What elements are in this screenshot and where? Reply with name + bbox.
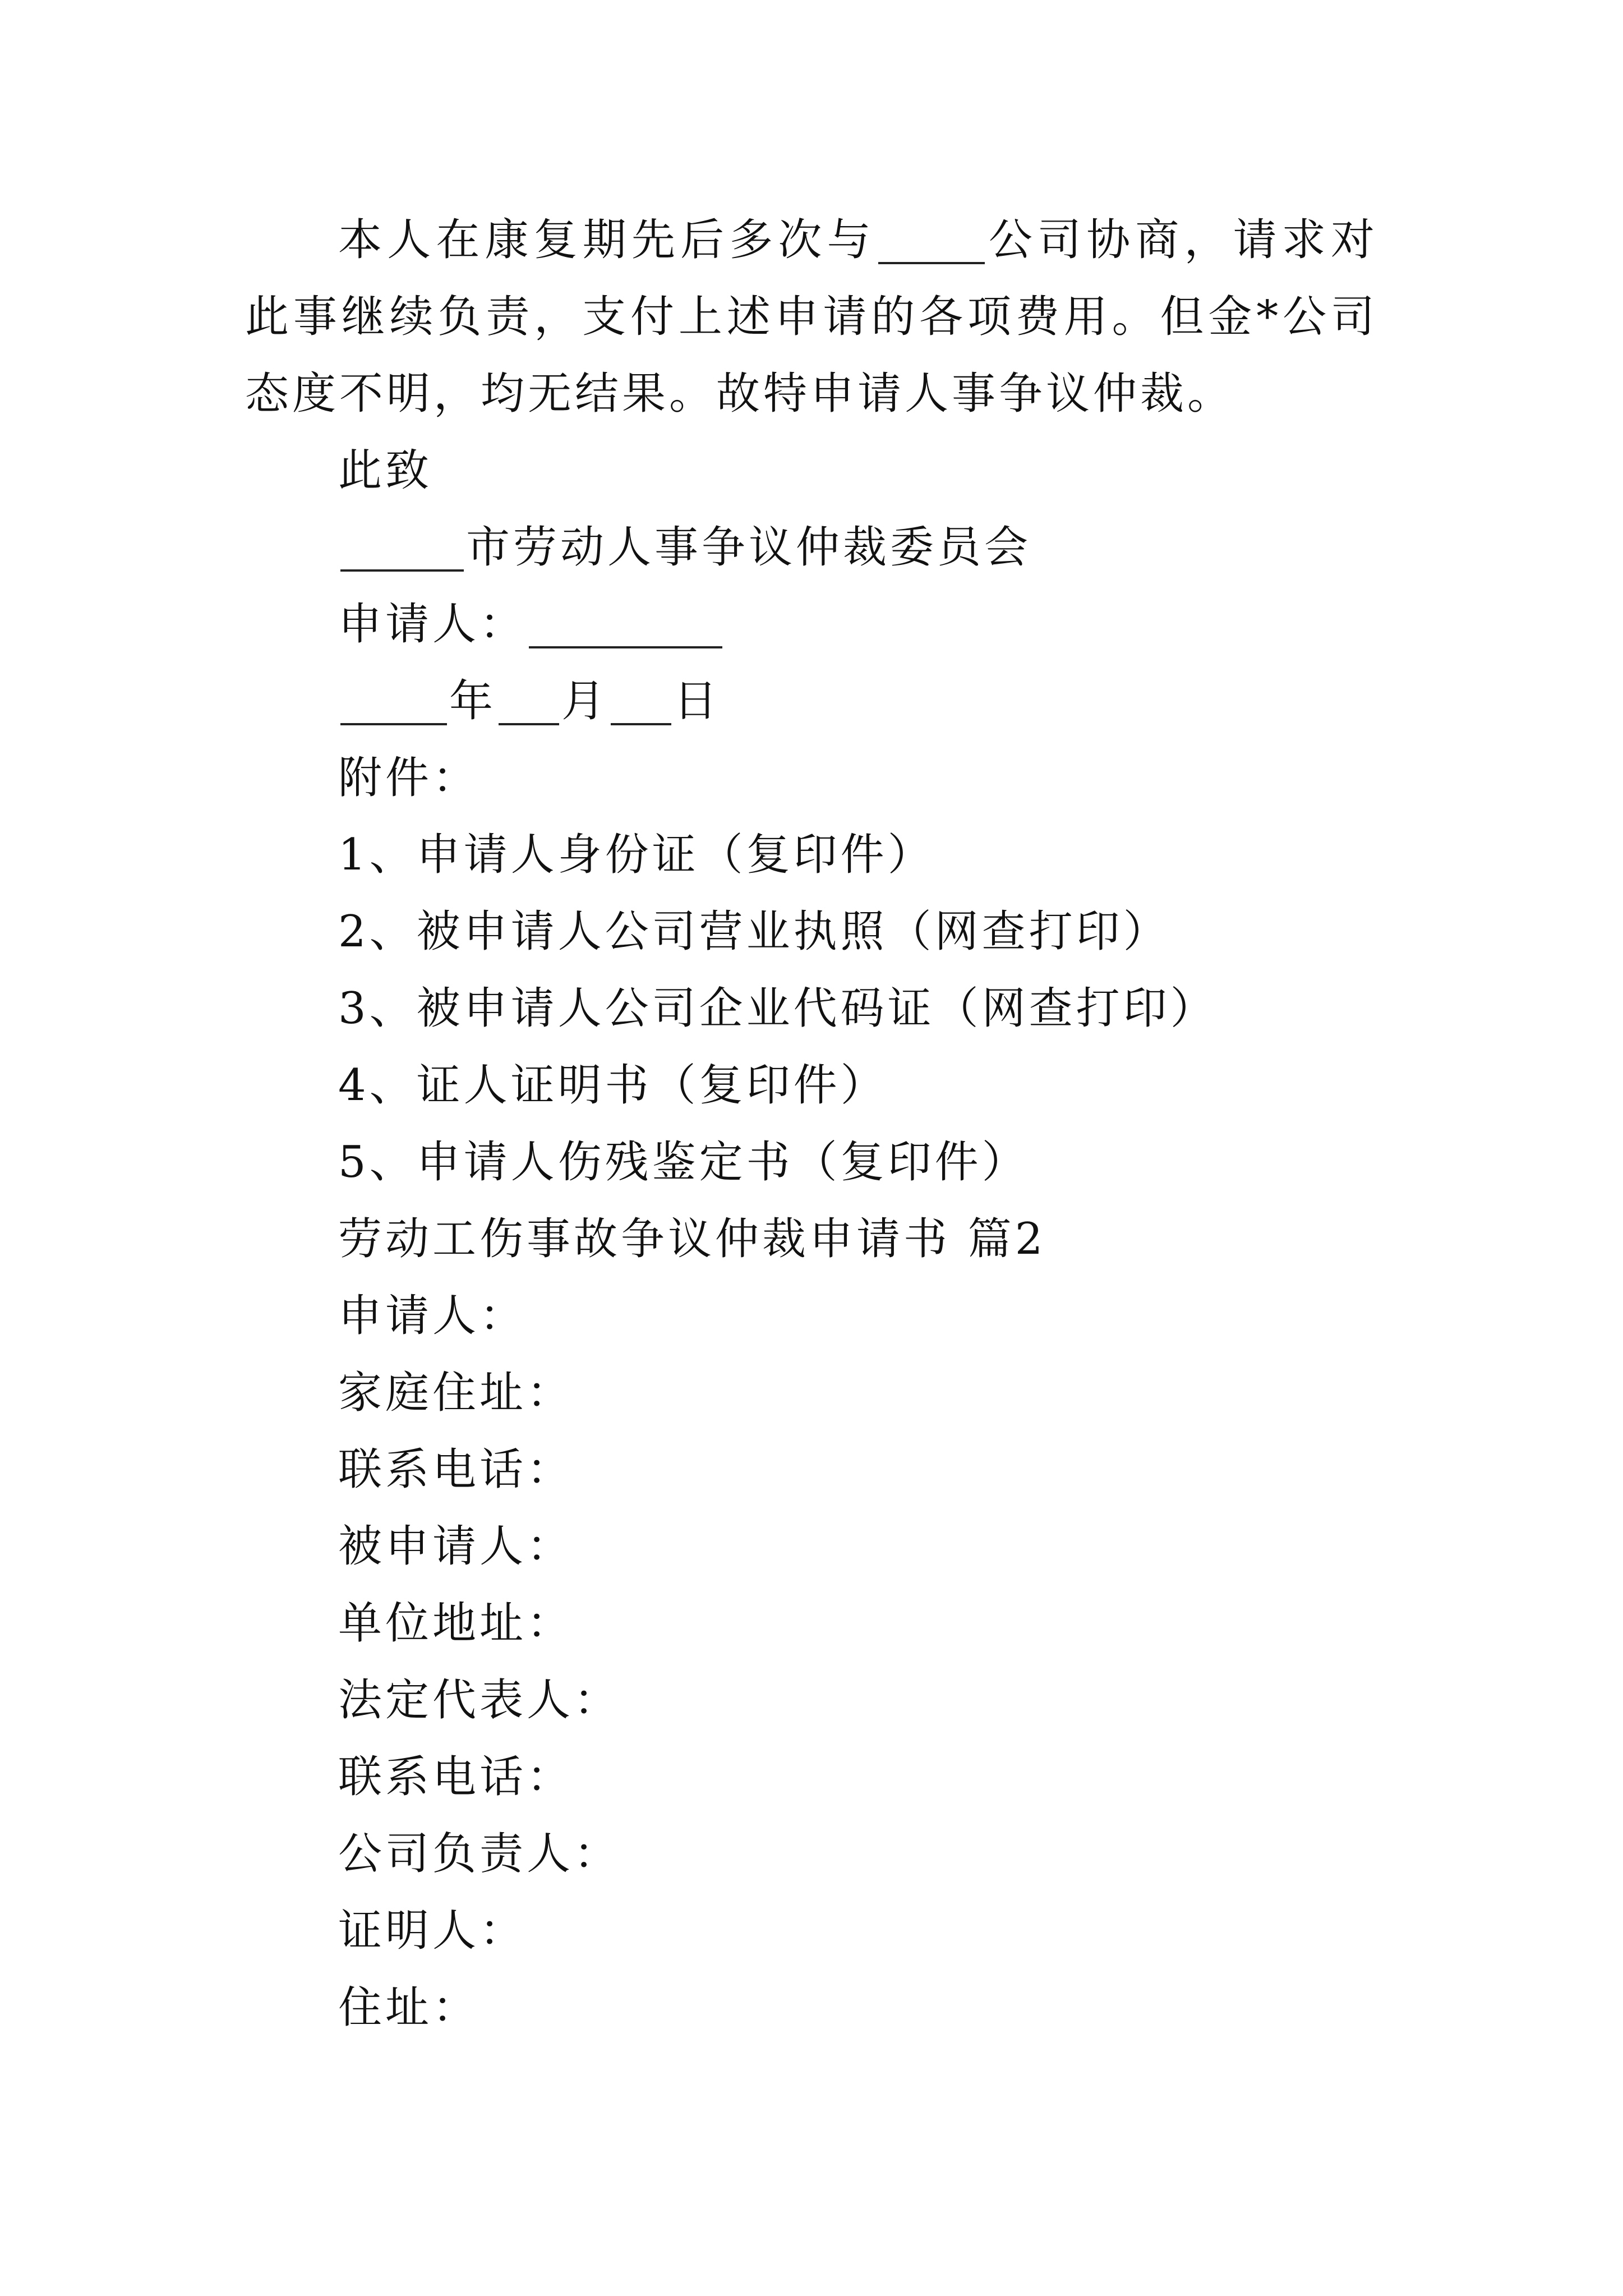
city-blank	[340, 523, 464, 572]
attachments-heading: 附件：	[338, 753, 480, 803]
applicant-signature-blank	[529, 600, 722, 648]
year-label: 年	[449, 676, 497, 726]
field-label: 证明人：	[338, 1906, 527, 1956]
month-label: 月	[561, 676, 609, 726]
day-blank	[611, 677, 671, 725]
field-label: 联系电话：	[338, 1444, 574, 1495]
attachment-item: 3、被申请人公司企业代码证（网查打印）	[338, 983, 1218, 1034]
field-label: 家庭住址：	[338, 1368, 574, 1418]
applicant-signature-line	[245, 586, 1378, 663]
paragraph-text-start: 本人在康复期先后多次与	[338, 215, 876, 265]
applicant-signature-label: 申请人：	[338, 599, 527, 650]
recipient-text: 市劳动人事争议仲裁委员会	[466, 522, 1032, 573]
company-name-blank	[878, 216, 985, 264]
document-body	[245, 202, 1378, 2046]
attachment-item: 1、申请人身份证（复印件）	[338, 830, 935, 880]
field-label: 公司负责人：	[338, 1829, 621, 1879]
field-label: 申请人：	[338, 1291, 527, 1341]
date-line	[245, 663, 1378, 740]
attachment-item: 5、申请人伤残鉴定书（复印件）	[338, 1137, 1029, 1188]
field-label: 法定代表人：	[338, 1675, 621, 1726]
paragraph-text-end: 公司协商，请求对此事继续负责，支付上述申请的各项费用。但金*公司态度不明，均无结果。故特申请人事争议仲裁。	[245, 215, 1378, 419]
field-label: 住址：	[338, 1982, 480, 2033]
month-blank	[499, 677, 559, 725]
year-blank	[340, 677, 447, 725]
paragraph-negotiation	[245, 202, 1378, 432]
field-label: 联系电话：	[338, 1752, 574, 1802]
field-label: 单位地址：	[338, 1598, 574, 1649]
salutation: 此致	[338, 445, 433, 496]
attachment-item: 2、被申请人公司营业执照（网查打印）	[338, 907, 1170, 957]
attachment-item: 4、证人证明书（复印件）	[338, 1060, 888, 1111]
section-title: 劳动工伤事故争议仲裁申请书 篇2	[338, 1214, 1046, 1264]
day-label: 日	[674, 676, 721, 726]
recipient-line	[245, 509, 1378, 586]
field-label: 被申请人：	[338, 1521, 574, 1572]
